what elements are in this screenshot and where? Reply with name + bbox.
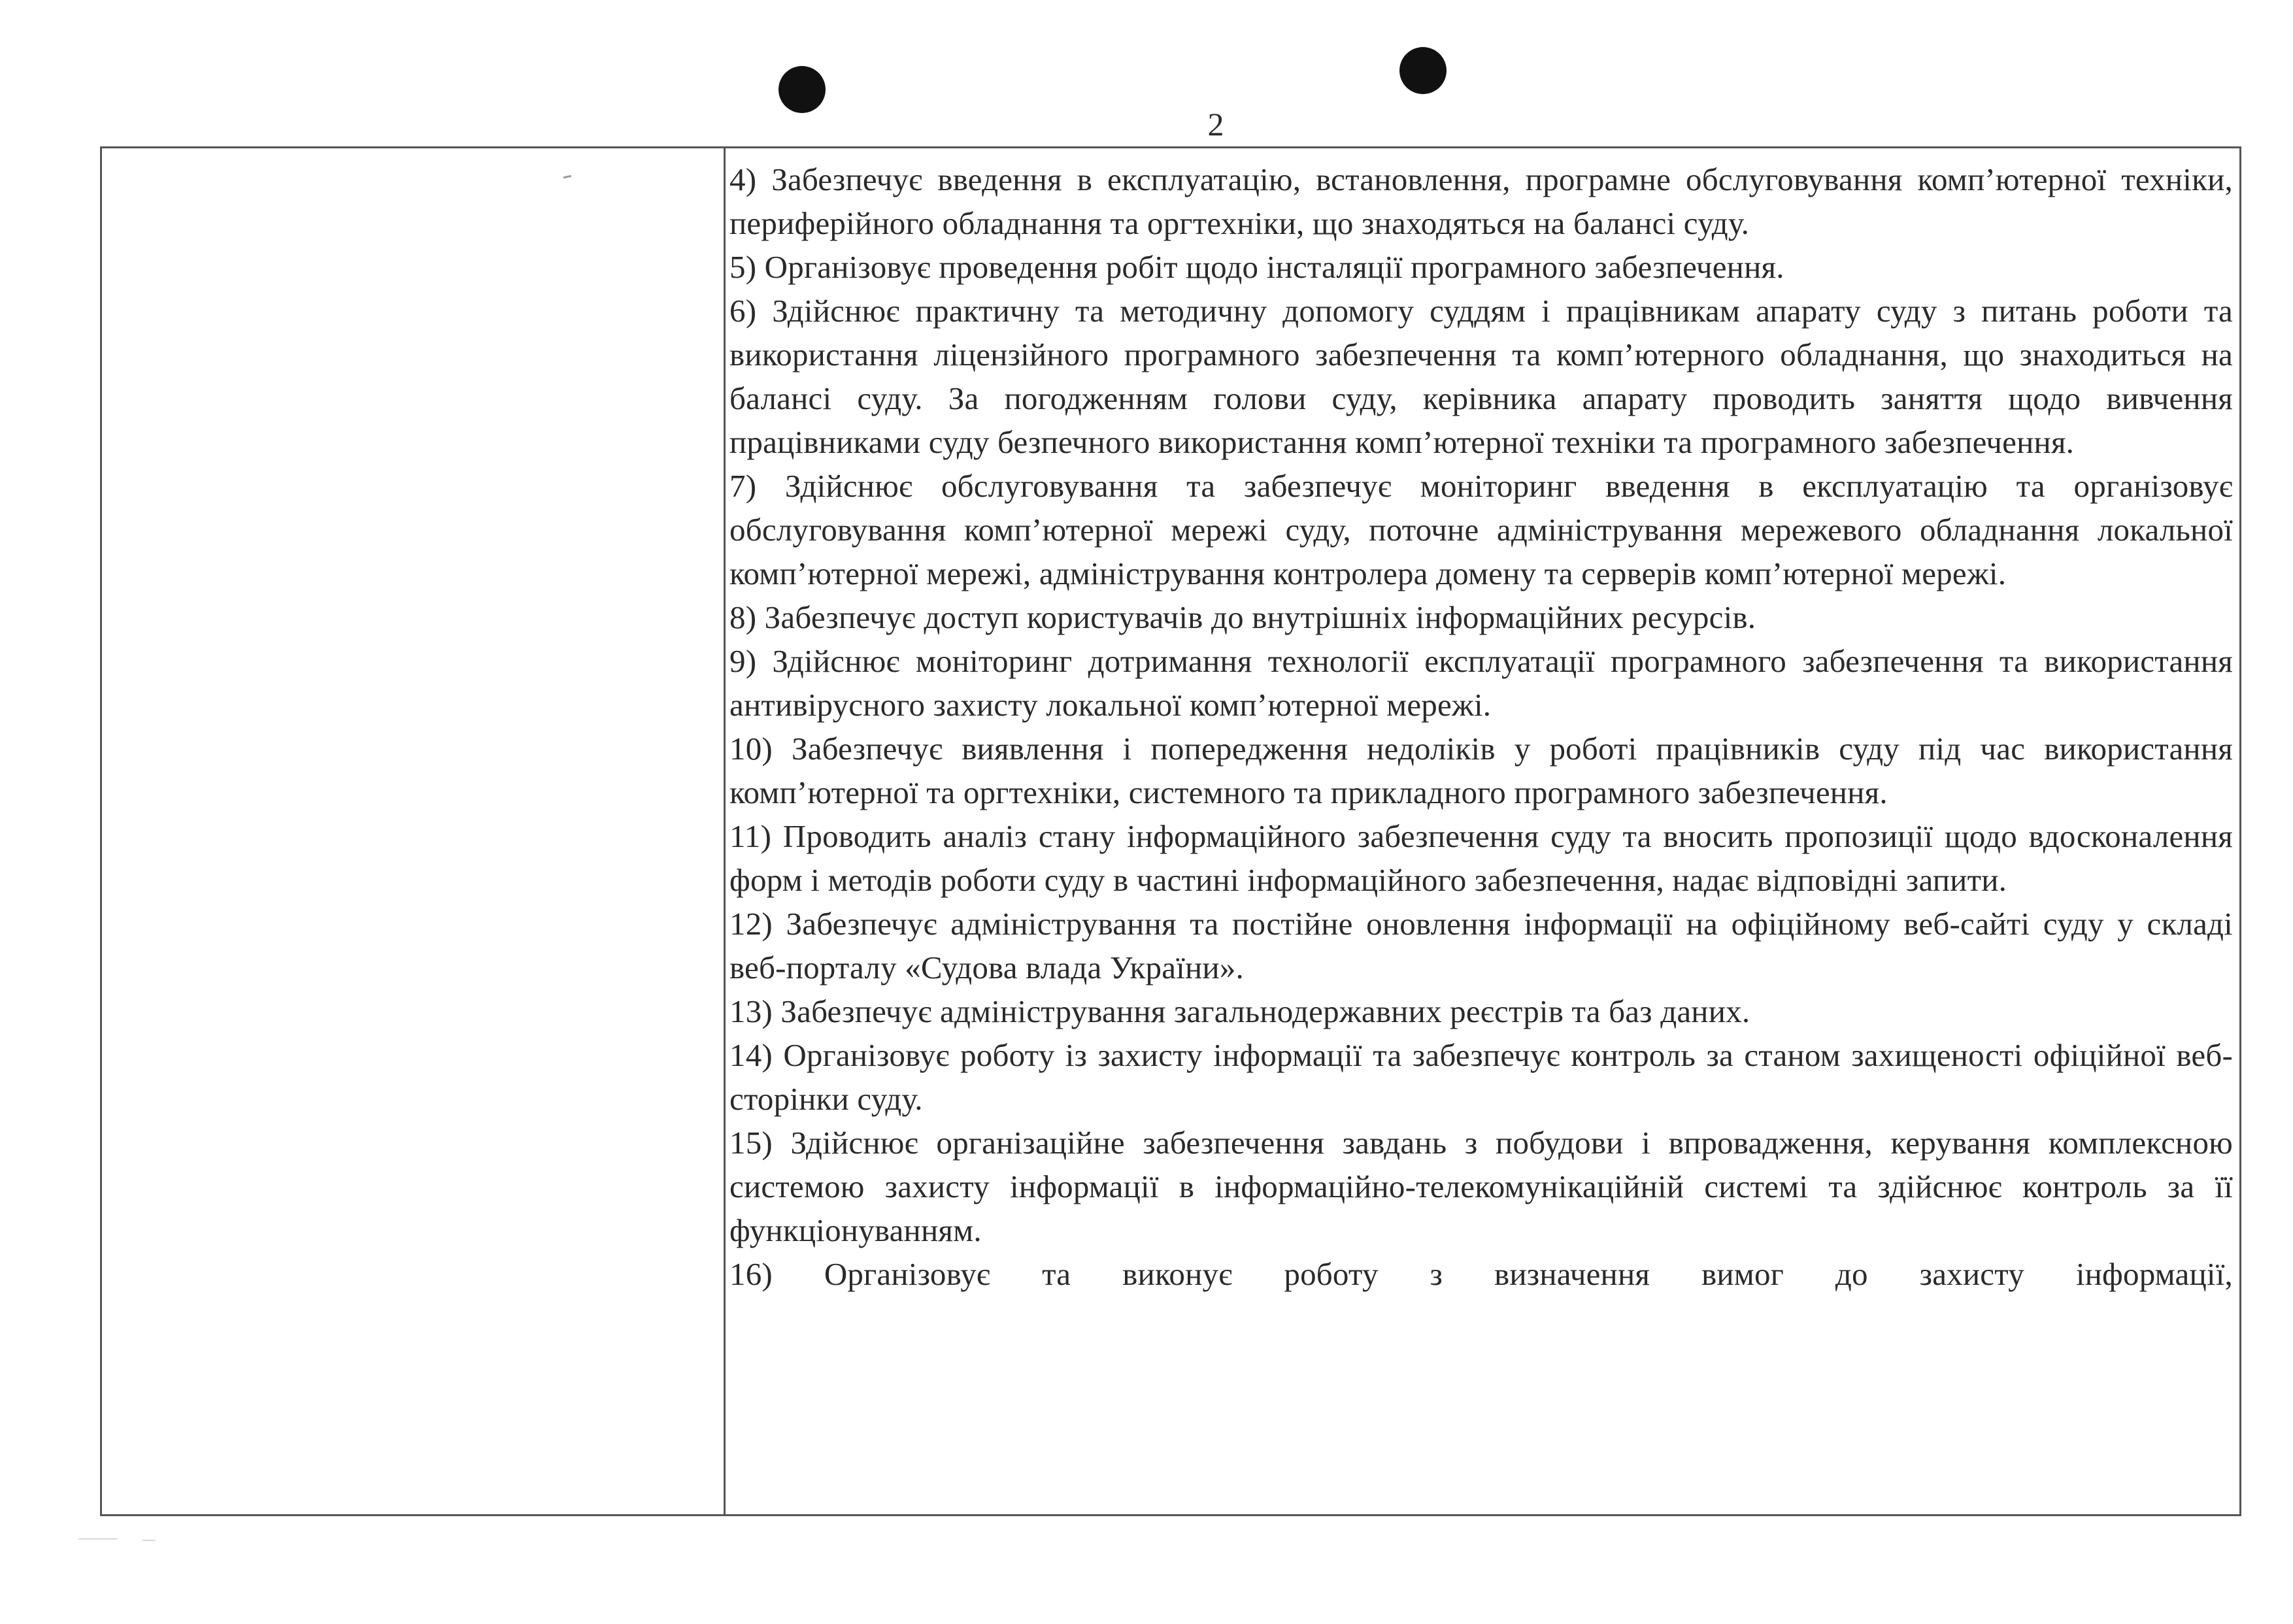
duty-item-5: 5) Організовує проведення робіт щодо інсталяції програмного забезпечення. [729, 249, 1784, 285]
duty-item-8: 8) Забезпечує доступ користувачів до внутрішніх інформаційних ресурсів. [729, 599, 1756, 635]
scan-mark-left [78, 1538, 118, 1540]
punch-hole-right [1399, 47, 1447, 94]
duty-item-11: 11) Проводить аналіз стану інформаційного забезпечення суду та вносить пропозиції щодо вдосконалення форм і методів роботи суду в частині інформаційного забезпечення, надає відповідні запити. [729, 818, 2233, 898]
duty-item-16: 16) Організовує та виконує роботу з визначення вимог до захисту інформації, [729, 1256, 2233, 1292]
page-number: 2 [1207, 106, 1224, 142]
duty-item-6: 6) Здійснює практичну та методичну допомогу суддям і працівникам апарату суду з питань роботи та використання ліцензійного програмного забезпечення та комп’ютерного обладнання, що знаходиться на балансі суду. За погодженням голови суду, керівника апарату проводить заняття щодо вивчення працівниками суду безпечного використання комп’ютерної техніки та програмного забезпечення. [729, 293, 2233, 460]
duty-item-9: 9) Здійснює моніторинг дотримання технології експлуатації програмного забезпечення та використання антивірусного захисту локальної комп’ютерної мережі. [729, 643, 2233, 723]
duty-item-13: 13) Забезпечує адміністрування загальнодержавних реєстрів та баз даних. [729, 993, 1750, 1029]
duty-item-12: 12) Забезпечує адміністрування та постійне оновлення інформації на офіційному веб-сайті суду у складі веб-порталу «Судова влада України». [729, 906, 2233, 986]
table-left-cell [102, 148, 726, 1514]
punch-hole-left [778, 66, 826, 113]
duty-item-7: 7) Здійснює обслуговування та забезпечує моніторинг введення в експлуатацію та організовує обслуговування комп’ютерної мережі суду, поточне адміністрування мережевого обладнання локальної комп’ютерної мережі, адміністрування контролера домену та серверів комп’ютерної мережі. [729, 468, 2233, 591]
duty-item-4: 4) Забезпечує введення в експлуатацію, встановлення, програмне обслуговування комп’ютерної техніки, периферійного обладнання та оргтехніки, що знаходяться на балансі суду. [729, 161, 2233, 241]
duty-item-10: 10) Забезпечує виявлення і попередження недоліків у роботі працівників суду під час використання комп’ютерної та оргтехніки, системного та прикладного програмного забезпечення. [729, 731, 2233, 810]
scan-mark-left-small [142, 1540, 156, 1541]
duty-item-15: 15) Здійснює організаційне забезпечення завдань з побудови і впровадження, керування комплексною системою захисту інформації в інформаційно-телекомунікаційній системі та здійснює контроль за її функціонуванням. [729, 1125, 2233, 1248]
duties-table [100, 146, 2241, 1516]
scan-speck [563, 175, 571, 178]
table-right-cell [729, 157, 2233, 1296]
duty-item-14: 14) Організовує роботу із захисту інформації та забезпечує контроль за станом захищеності офіційної веб-сторінки суду. [729, 1037, 2233, 1117]
